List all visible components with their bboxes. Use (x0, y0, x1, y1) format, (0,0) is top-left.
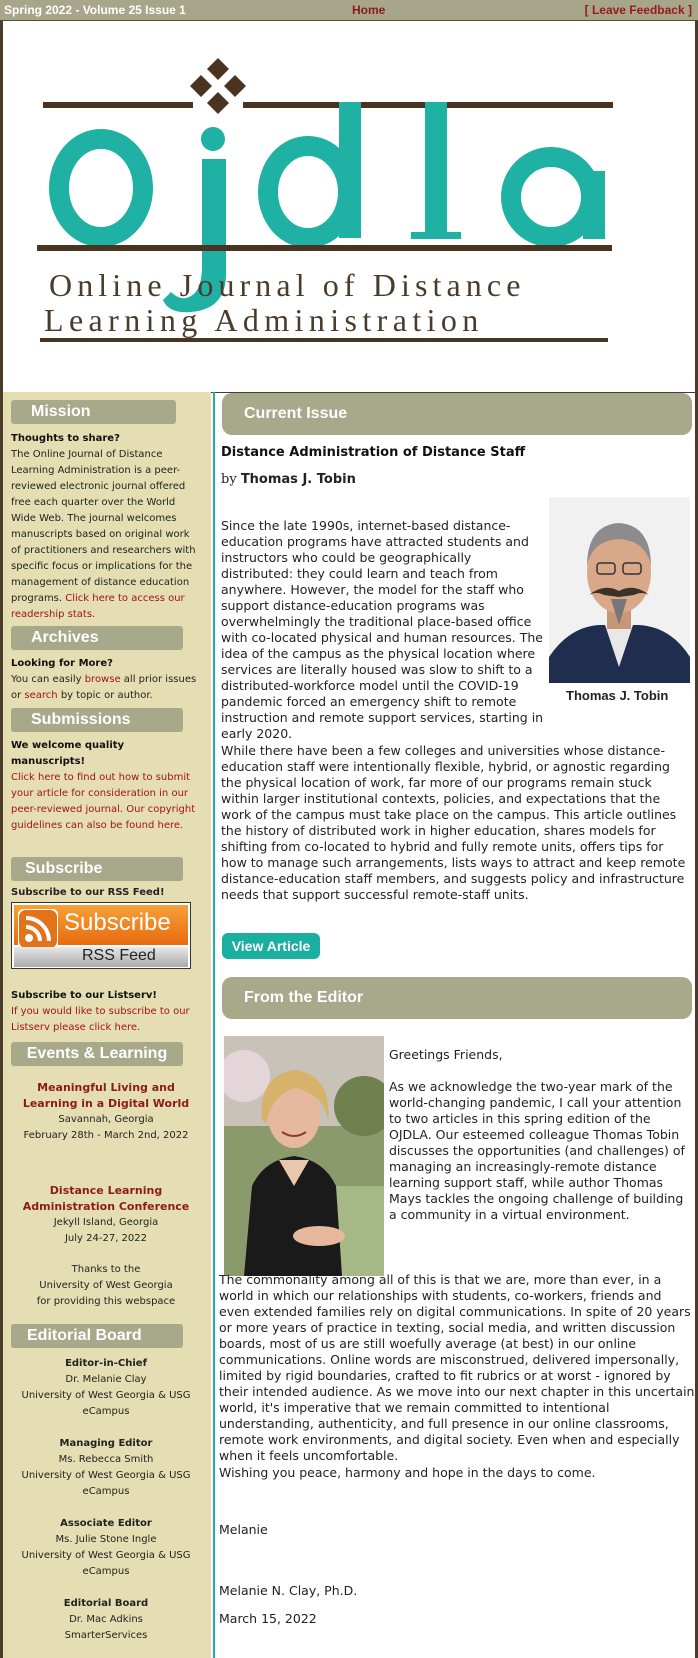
column-divider (213, 392, 215, 1658)
mission-heading: Mission (11, 400, 176, 424)
editor-para2: The commonality among all of this is that we are, more than ever, in a world in which our relationships with students, co-workers, friends and even extended families rely on digital communications. In spite of 20 years or more years of practice in texting, social media, and written discussion boards, most of us are still woefully average (at best) in our online communications. Online words are misconstrued, delivered impersonally, limited by rigid boundaries, crafted to fit rubrics or at worst - ignored by their intended audience. As we move into our next chapter in this uncertain world, it's imperative that we remain committed to intentional understanding, authenticity, and full presence in our online classrooms, remote work environments, and digital society. Even when and especially when it feels uncomfortable. (219, 1272, 695, 1463)
thanks-note (11, 1262, 201, 1310)
mission-lead: Thoughts to share? (11, 433, 120, 444)
board-org: SmarterServices (64, 1630, 148, 1641)
board-role: Editorial Board (63, 1598, 149, 1609)
events-heading: Events & Learning (11, 1042, 183, 1066)
event-title-link[interactable]: Distance Learning Administration Conference (22, 1184, 190, 1213)
article-byline (221, 472, 356, 488)
board-role: Associate Editor (60, 1518, 152, 1529)
event-date: July 24-27, 2022 (64, 1233, 148, 1244)
diamond-ornament-icon (190, 58, 246, 114)
board-org: University of West Georgia & USG eCampus (21, 1470, 191, 1497)
from-editor-heading: From the Editor (222, 977, 692, 1019)
rss-label: Subscribe to our RSS Feed! (11, 887, 165, 898)
event-item (11, 1183, 201, 1247)
editor-para1: As we acknowledge the two-year mark of the world-changing pandemic, I call your attention to two articles in this spring edition of the OJDLA. Our esteemed colleague Thomas Tobin discusses the opportunities (and challenges) of managing an increasingly-remote distance learning support staff, while author Thomas Mays tackles the ongoing challenge of building a community in a virtual environment. (389, 1079, 685, 1222)
board-name: Dr. Mac Adkins (69, 1614, 143, 1625)
archives-section (11, 656, 197, 704)
archives-text: You can easily (11, 674, 85, 685)
subscribe-heading: Subscribe (11, 857, 183, 881)
board-org: University of West Georgia & USG eCampus (21, 1550, 191, 1577)
board-member (11, 1516, 201, 1580)
board-member (11, 1436, 201, 1500)
current-issue-heading: Current Issue (222, 393, 692, 435)
author-photo-caption: Thomas J. Tobin (566, 688, 669, 703)
board-member (11, 1596, 201, 1644)
rss-button-top-label: Subscribe (64, 909, 171, 936)
logo-subtitle-line1: Online Journal of Distance (49, 267, 526, 303)
view-article-button[interactable]: View Article (222, 933, 320, 959)
editor-signature: Melanie (219, 1522, 268, 1537)
board-name: Ms. Rebecca Smith (58, 1454, 154, 1465)
author-photo (549, 497, 690, 683)
article-title[interactable]: Distance Administration of Distance Staff (221, 445, 526, 460)
uwg-link[interactable]: University of West Georgia (39, 1280, 173, 1291)
archives-text: by topic or author. (57, 690, 153, 701)
editor-photo (224, 1036, 384, 1276)
event-place: Jekyll Island, Georgia (53, 1217, 159, 1228)
home-link[interactable]: Home (352, 3, 386, 17)
thanks-line: for providing this webspace (36, 1296, 176, 1307)
logo-underline (40, 338, 608, 342)
rss-feed-icon (18, 909, 58, 949)
listserv-label: Subscribe to our Listserv! (11, 990, 157, 1001)
submissions-lead: We welcome quality manuscripts! (11, 740, 125, 767)
submissions-section (11, 738, 197, 834)
editor-greeting: Greetings Friends, (389, 1047, 503, 1062)
rss-subscribe-button[interactable] (11, 902, 191, 969)
submission-guidelines-link[interactable]: Click here to find out how to submit your article for consideration in our peer-reviewed journal. Our copyright guidelines can also be found here. (11, 772, 196, 831)
masthead (3, 21, 695, 393)
issue-label: Spring 2022 - Volume 25 Issue 1 (4, 3, 186, 17)
byline-prefix: by (221, 472, 237, 487)
logo-subtitle-line2: Learning Administration (44, 302, 484, 338)
submissions-heading: Submissions (11, 708, 183, 732)
top-bar (0, 0, 698, 21)
mission-section (11, 431, 197, 623)
editor-date: March 15, 2022 (219, 1611, 317, 1626)
board-member (11, 1356, 201, 1420)
event-date: February 28th - March 2nd, 2022 (23, 1130, 189, 1141)
event-item (11, 1080, 201, 1144)
event-title-link[interactable]: Meaningful Living and Learning in a Digital World (22, 1081, 190, 1110)
mission-body: The Online Journal of Distance Learning Administration is a peer-reviewed electronic journal offered free each quarter over the World Wide Web. The journal welcomes manuscripts based on original work of practitioners and researchers with specific focus or implications for the management of distance education programs. (11, 449, 196, 604)
board-org: University of West Georgia & USG eCampus (21, 1390, 191, 1417)
listserv-section (11, 988, 197, 1036)
board-role: Managing Editor (59, 1438, 153, 1449)
listserv-subscribe-link[interactable]: If you would like to subscribe to our Listserv please click here. (11, 1006, 190, 1033)
sidebar (3, 392, 211, 1658)
article-abstract-para2: While there have been a few colleges and universities whose distance-education staff were intentionally flexible, hybrid, or agnostic regarding the physical location of work, far more of our programs remain stuck within larger institutional contexts, policies, and expectations that the work of the campus must take place on the campus. This article outlines the history of distributed work in higher education, shares models for shifting from co-located to hybrid and fully remote units, offers tips for how to manage such arrangements, lists ways to attract and keep remote distance-education staff members, and suggests policy and infrastructure needs that support successful remote-staff units. (221, 743, 686, 902)
thanks-line: Thanks to the (71, 1264, 141, 1275)
archives-lead: Looking for More? (11, 658, 113, 669)
editor-full-name: Melanie N. Clay, Ph.D. (219, 1583, 358, 1598)
rss-button-bottom-label: RSS Feed (82, 947, 156, 964)
board-name: Dr. Melanie Clay (65, 1374, 147, 1385)
editorial-board-heading: Editorial Board (11, 1324, 183, 1348)
archives-heading: Archives (11, 626, 183, 650)
search-link[interactable]: search (24, 690, 58, 701)
editor-closing: Wishing you peace, harmony and hope in the days to come. (219, 1465, 596, 1480)
article-abstract-para1: Since the late 1990s, internet-based distance-education programs have attracted students and instructors who could be geographically distributed: they could learn and teach from anywhere. However, the model for the staff who support distance-education programs was overwhelmingly the traditional place-based office with co-located physical and human resources. The idea of the campus as the physical location where services are literally housed was slow to shift to a distributed-workforce model until the COVID-19 pandemic forced an emergency shift to remote instruction and remote support services, starting in early 2020. (221, 518, 544, 741)
browse-link[interactable]: browse (84, 674, 121, 685)
board-role: Editor-in-Chief (65, 1358, 147, 1369)
article-author: Thomas J. Tobin (240, 472, 356, 487)
archives-text: all prior issues or (11, 674, 197, 701)
board-name: Ms. Julie Stone Ingle (55, 1534, 157, 1545)
event-place: Savannah, Georgia (58, 1114, 154, 1125)
leave-feedback-link[interactable]: [ Leave Feedback ] (584, 3, 692, 17)
readership-stats-link[interactable]: Click here to access our readership stats. (11, 593, 185, 620)
